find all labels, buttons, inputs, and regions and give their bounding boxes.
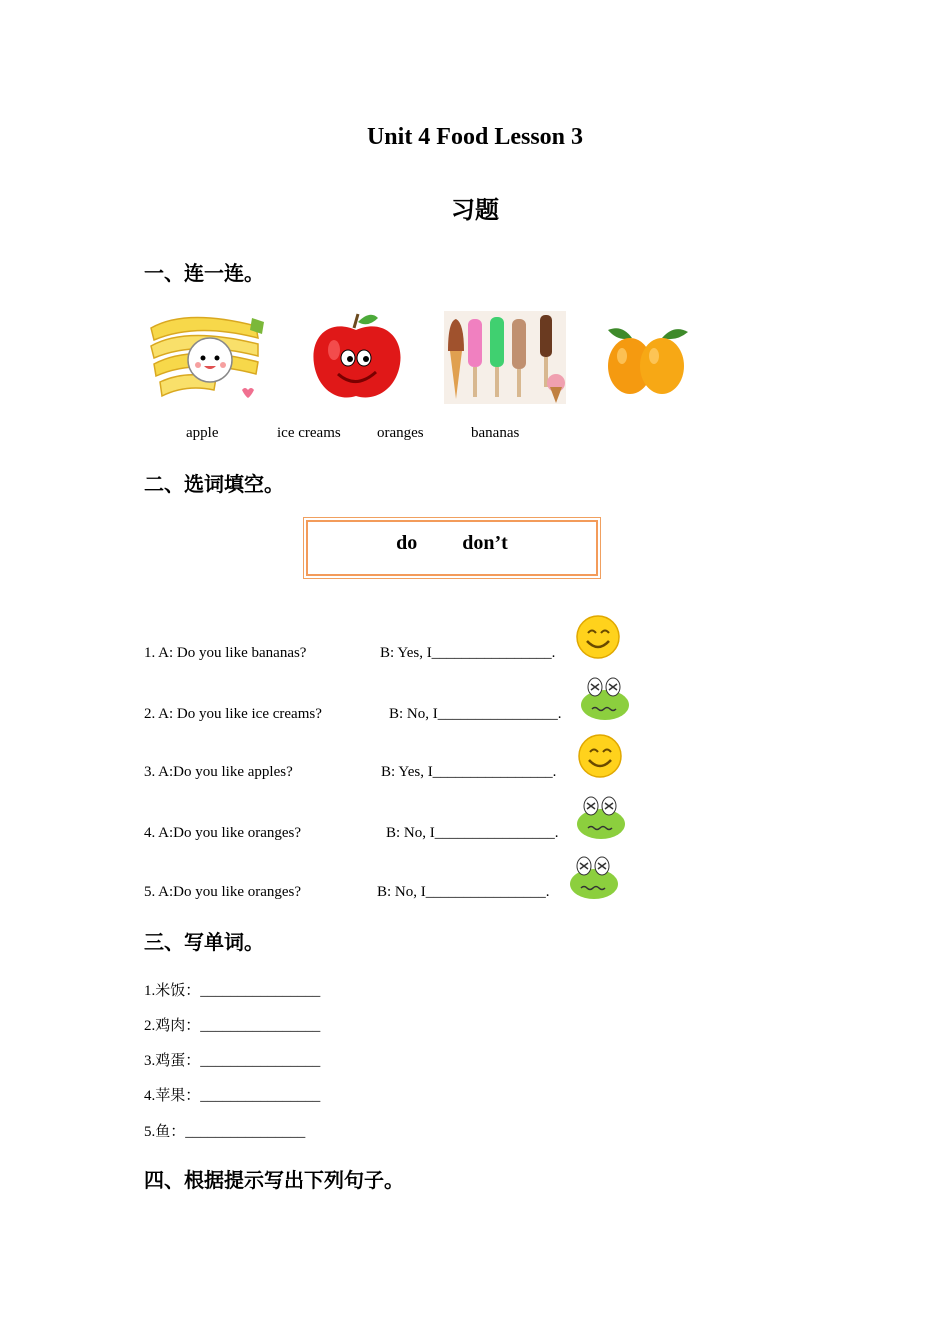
section-heading-write-words: 三、写单词。: [144, 930, 264, 954]
match-word-1: apple: [186, 425, 219, 441]
write-word-item-4[interactable]: 4.苹果：________________: [144, 1088, 321, 1104]
section-heading-matching: 一、连一连。: [144, 261, 264, 285]
question-4: 4. A:Do you like oranges?: [144, 825, 302, 841]
write-word-item-5[interactable]: 5.鱼：________________: [144, 1124, 306, 1140]
smiley-face-icon: [576, 615, 620, 659]
question-3: 3. A:Do you like apples?: [144, 764, 293, 780]
answer-blank-4[interactable]: B: No, I________________.: [386, 825, 559, 841]
section-heading-write-sentences: 四、根据提示写出下列句子。: [144, 1168, 404, 1192]
match-word-3: oranges: [377, 425, 424, 441]
question-5: 5. A:Do you like oranges?: [144, 884, 302, 900]
match-word-4: bananas: [471, 425, 520, 441]
word-choice-text: do don’t: [396, 532, 508, 554]
smiley-face-icon: [578, 734, 622, 778]
ice-creams-image: [444, 311, 566, 404]
sad-frog-face-icon: [580, 675, 630, 721]
apple-image: [308, 310, 408, 406]
answer-blank-3[interactable]: B: Yes, I________________.: [381, 764, 557, 780]
write-word-item-2[interactable]: 2.鸡肉：________________: [144, 1018, 321, 1034]
banana-bunch-image: [146, 308, 266, 408]
answer-blank-1[interactable]: B: Yes, I________________.: [380, 645, 556, 661]
sad-frog-face-icon: [576, 794, 626, 840]
write-word-item-3[interactable]: 3.鸡蛋：________________: [144, 1053, 321, 1069]
section-heading-fill-blank: 二、选词填空。: [144, 472, 284, 496]
write-word-item-1[interactable]: 1.米饭：________________: [144, 983, 321, 999]
answer-blank-5[interactable]: B: No, I________________.: [377, 884, 550, 900]
question-1: 1. A: Do you like bananas?: [144, 645, 307, 661]
page-title: Unit 4 Food Lesson 3: [366, 124, 584, 150]
oranges-image: [602, 324, 692, 400]
sad-frog-face-icon: [569, 854, 619, 900]
answer-blank-2[interactable]: B: No, I________________.: [389, 706, 562, 722]
question-2: 2. A: Do you like ice creams?: [144, 706, 322, 722]
page-subtitle: 习题: [451, 196, 499, 224]
match-word-2: ice creams: [277, 425, 341, 441]
